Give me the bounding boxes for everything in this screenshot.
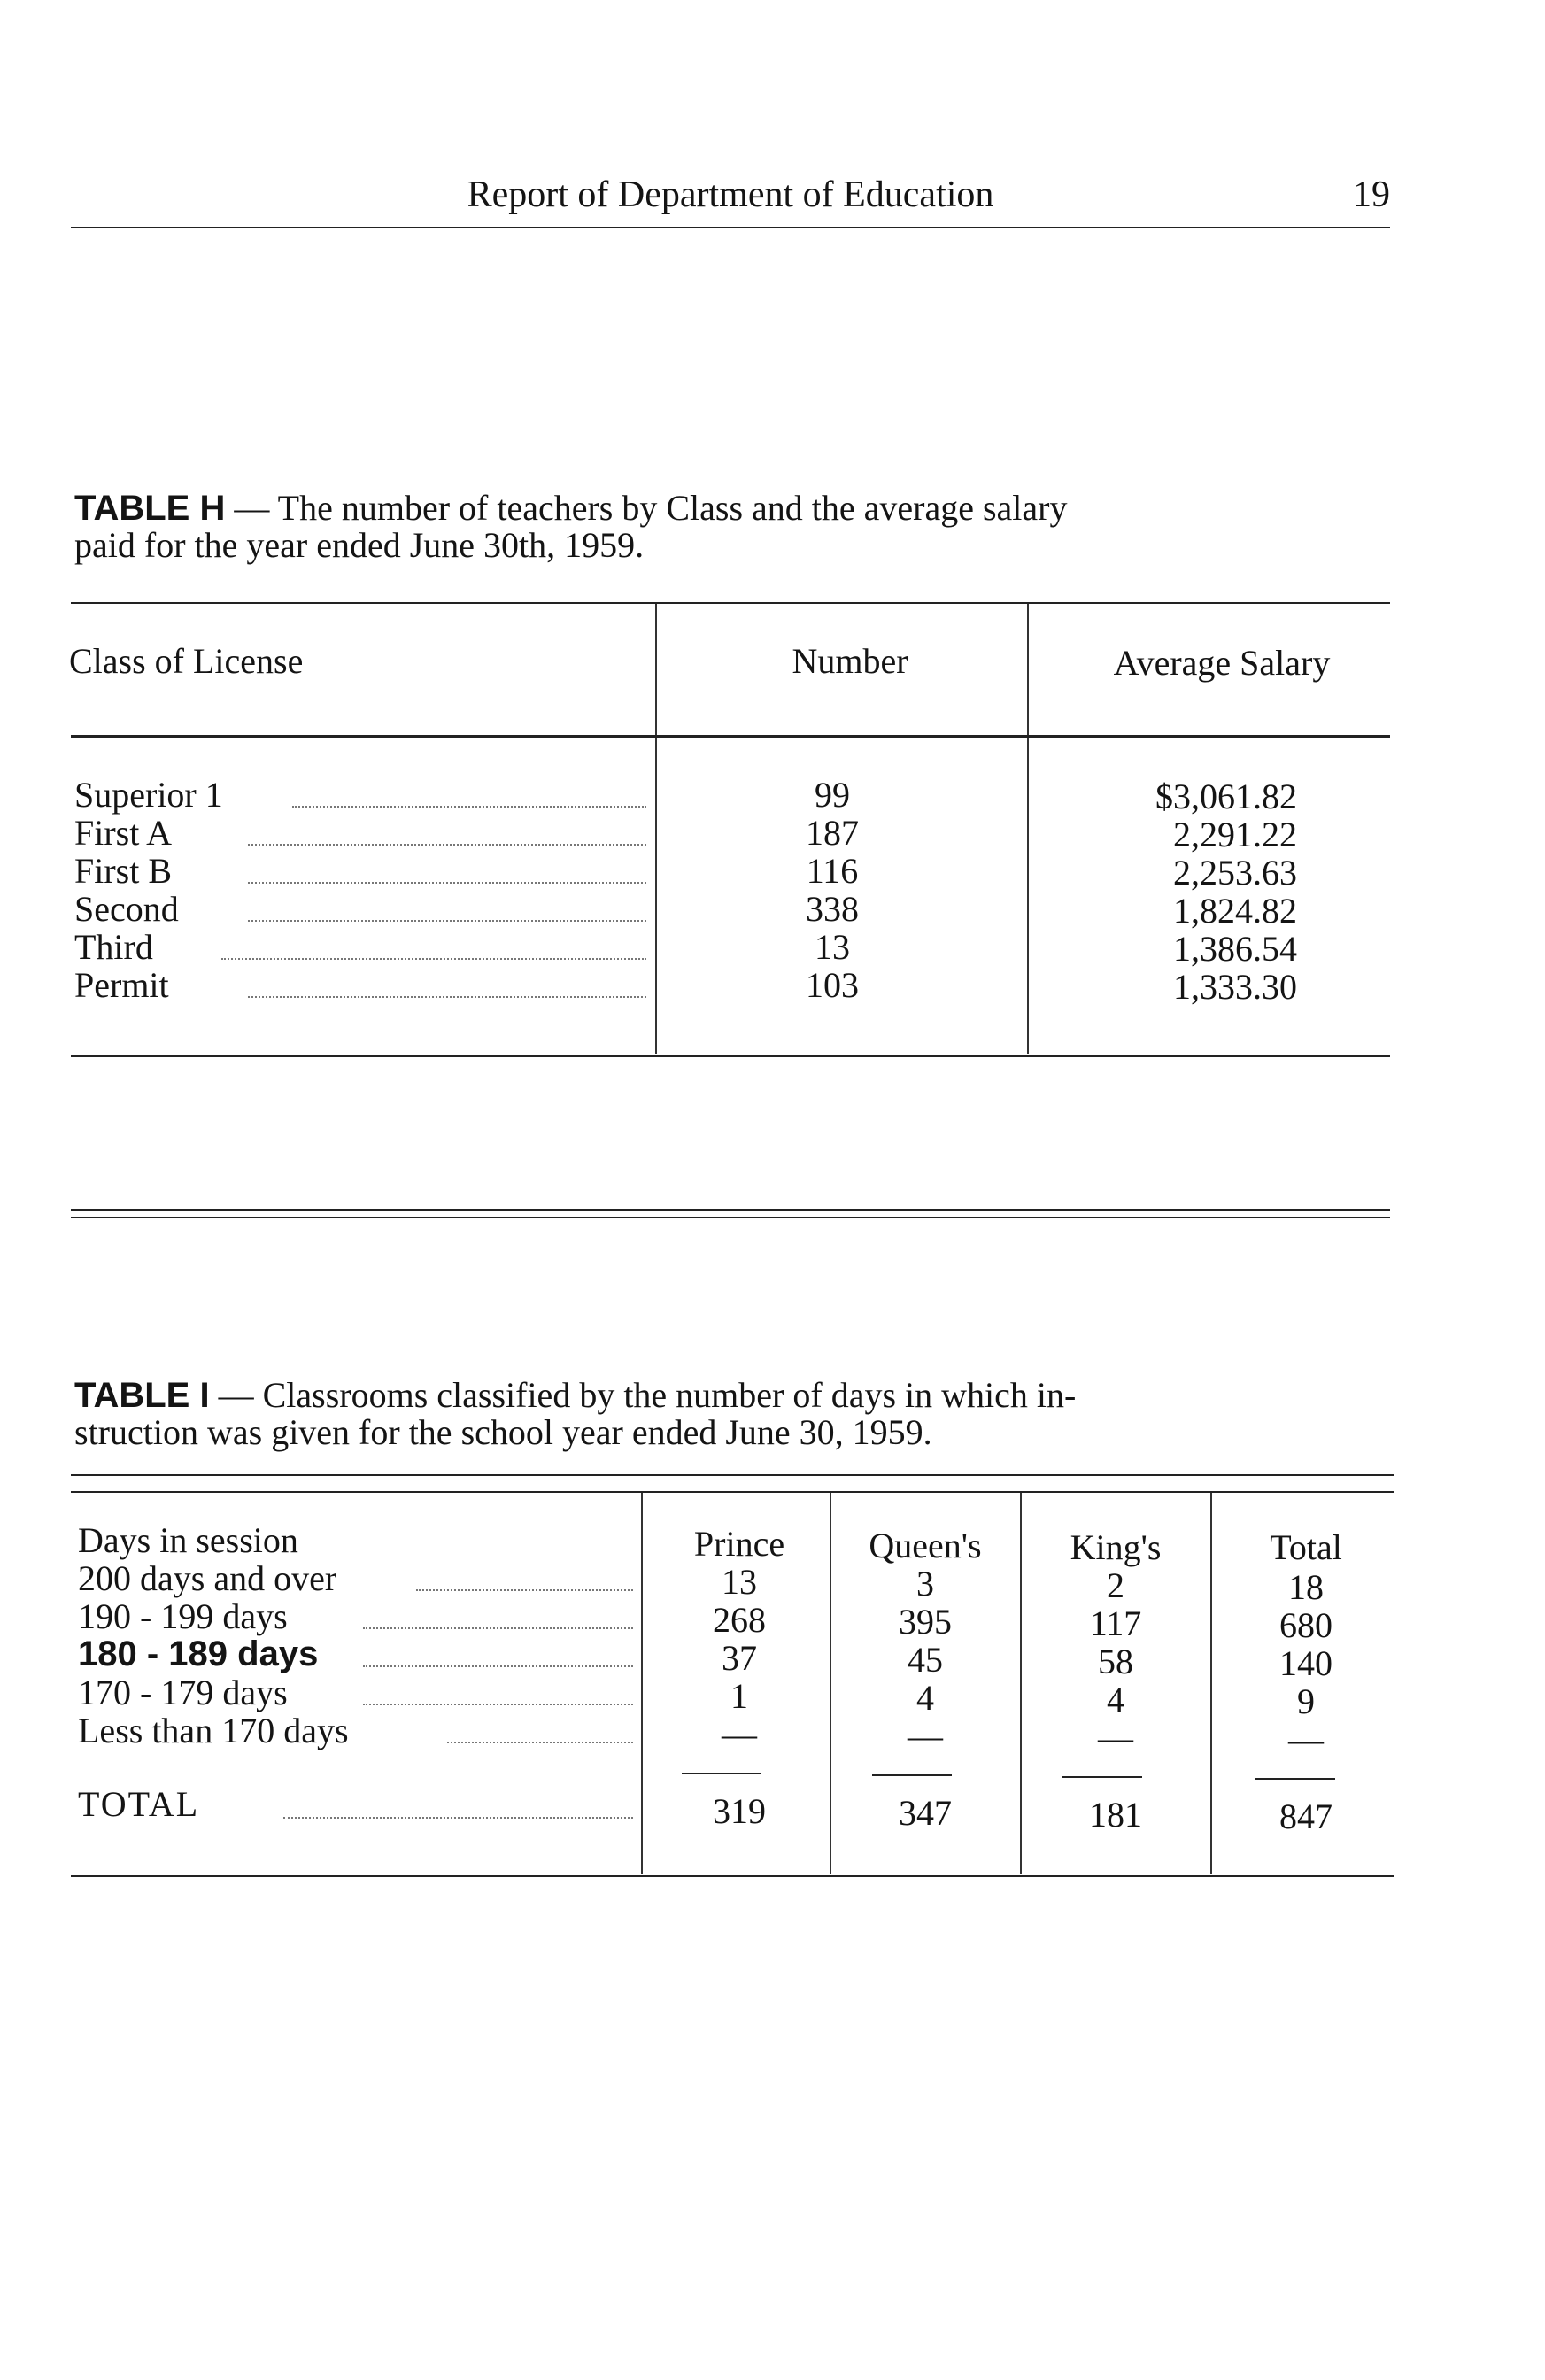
table-i-header-prince: Prince [693, 1524, 785, 1564]
table-i-cell-prince: 268 [713, 1600, 766, 1640]
table-i-total-queens: 347 [899, 1793, 952, 1833]
table-i-caption-text: — Classrooms classified by the number of days in which in- [218, 1375, 1077, 1415]
table-i-top-rule-2 [71, 1491, 1394, 1493]
table-h-class-cell: Second [74, 889, 179, 929]
table-h-salary-cell: $3,061.82 [1155, 777, 1297, 816]
table-i-cell-kings: 4 [1107, 1680, 1124, 1719]
table-h-number-cell: 13 [815, 927, 850, 967]
table-i-caption-line-2: struction was given for the school year ended June 30, 1959. [74, 1412, 932, 1452]
table-h-header-class: Class of License [69, 641, 304, 681]
table-h-salary-cell: 1,386.54 [1173, 929, 1297, 969]
table-i-col-divider-4 [1210, 1493, 1212, 1874]
table-h-salary-cell: 1,824.82 [1173, 891, 1297, 931]
table-i-row-label: 200 days and over [78, 1558, 337, 1598]
table-i-total-kings: 181 [1089, 1795, 1142, 1835]
table-i-cell-kings: 2 [1107, 1565, 1124, 1605]
table-i-cell-queens: 3 [916, 1564, 934, 1603]
table-i-cell-queens: 4 [916, 1678, 934, 1718]
sum-underline [872, 1774, 952, 1776]
table-i-cell-total: 9 [1297, 1681, 1315, 1721]
table-i-cell-queens: 45 [908, 1640, 943, 1680]
table-i-header-total: Total [1270, 1527, 1342, 1567]
table-i-cell-total: 18 [1288, 1567, 1324, 1607]
table-i-header-queens: Queen's [869, 1526, 982, 1565]
table-i-cell-kings: 58 [1098, 1642, 1133, 1681]
table-h-class-cell: First A [74, 813, 173, 853]
table-i-total-label: TOTAL [78, 1784, 200, 1824]
table-i-row-label: 190 - 199 days [78, 1596, 288, 1636]
table-i-label: TABLE I [74, 1376, 210, 1415]
table-h-salary-cell: 1,333.30 [1173, 967, 1297, 1007]
table-i-header-kings: King's [1070, 1527, 1162, 1567]
table-h-salary-cell: 2,291.22 [1173, 815, 1297, 854]
table-i-total-total: 847 [1279, 1797, 1333, 1836]
table-i-col-divider-2 [830, 1493, 831, 1874]
dot-leader [363, 1665, 633, 1667]
table-h-header-salary: Average Salary [1113, 643, 1331, 683]
table-i-cell-total: — [1288, 1719, 1324, 1759]
table-i-col-divider-1 [641, 1493, 643, 1874]
page-number: 19 [1353, 174, 1390, 215]
sum-underline [1062, 1776, 1142, 1778]
table-h-class-cell: Third [74, 927, 153, 967]
table-i-cell-total: 140 [1279, 1643, 1333, 1683]
table-i-cell-prince: — [722, 1714, 757, 1754]
sum-underline [682, 1773, 761, 1774]
table-i-row-label: Less than 170 days [78, 1711, 349, 1750]
table-i-top-rule-1 [71, 1474, 1394, 1476]
table-h-header-number: Number [792, 641, 908, 681]
dot-leader [416, 1589, 633, 1591]
table-i-cell-total: 680 [1279, 1605, 1333, 1645]
dot-leader [447, 1742, 633, 1743]
table-h-salary-cell: 2,253.63 [1173, 853, 1297, 892]
table-i-cell-queens: 395 [899, 1602, 952, 1642]
table-h-number-cell: 99 [815, 775, 850, 815]
table-i-total-prince: 319 [713, 1791, 766, 1831]
table-h-number-cell: 338 [806, 889, 859, 929]
table-i-col-divider-3 [1020, 1493, 1022, 1874]
table-h-number-cell: 116 [806, 851, 859, 891]
table-i-cell-prince: 37 [722, 1638, 757, 1678]
table-h-caption-text: — The number of teachers by Class and the average salary [234, 488, 1068, 528]
table-h-class-cell: Superior 1 [74, 775, 223, 815]
sum-underline [1255, 1778, 1335, 1780]
table-i-row-label: 180 - 189 days [78, 1634, 319, 1673]
table-i-cell-prince: 13 [722, 1562, 757, 1602]
table-i-cell-kings: — [1098, 1718, 1133, 1758]
dot-leader [363, 1627, 633, 1629]
table-i-header-days: Days in session [78, 1520, 298, 1560]
table-h-number-cell: 103 [806, 965, 859, 1005]
table-i-row-label: 170 - 179 days [78, 1673, 288, 1712]
dot-leader [283, 1817, 633, 1819]
table-i-cell-queens: — [908, 1716, 943, 1756]
table-h-class-cell: Permit [74, 965, 169, 1005]
table-h-caption-line-2: paid for the year ended June 30th, 1959. [74, 525, 645, 565]
table-h-label: TABLE H [74, 489, 226, 528]
table-i-bottom-rule [71, 1875, 1394, 1877]
dot-leader [363, 1704, 633, 1705]
table-i-cell-prince: 1 [730, 1676, 748, 1716]
running-title: Report of Department of Education [467, 174, 994, 215]
table-i-cell-kings: 117 [1089, 1603, 1142, 1643]
table-h-number-cell: 187 [806, 813, 859, 853]
table-h-class-cell: First B [74, 851, 173, 891]
